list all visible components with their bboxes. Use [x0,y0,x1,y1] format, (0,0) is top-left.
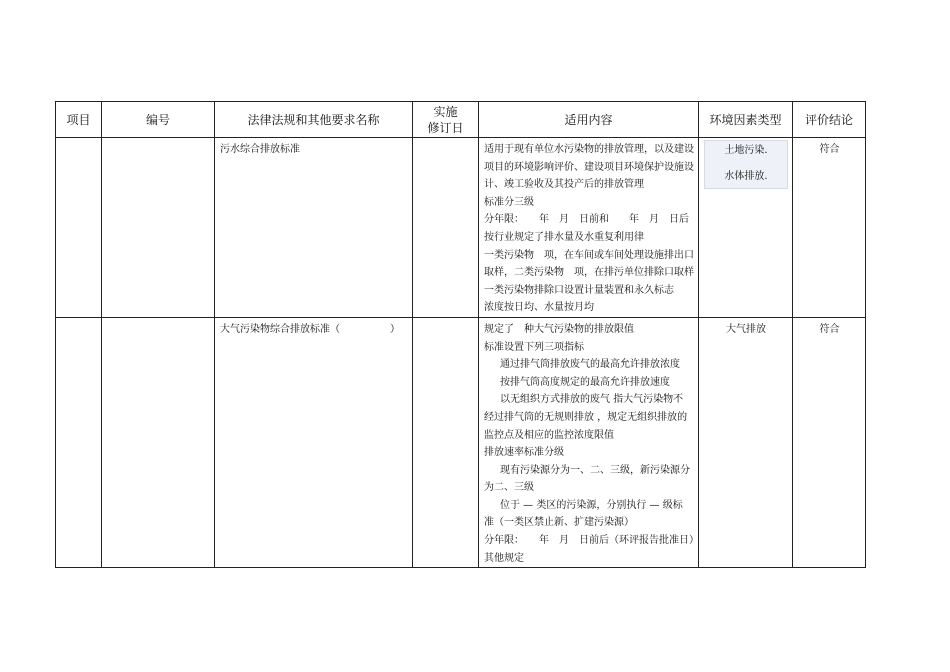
content-line: 按行业规定了排水量及水重复利用律 [484,231,644,243]
header-content: 适用内容 [479,102,699,138]
cell-conclusion: 符合 [793,317,866,567]
content-line: 分年限： 年 月 日前后（环评报告批准日） [484,535,699,547]
header-name: 法律法规和其他要求名称 [215,102,413,138]
cell-date [413,317,479,567]
cell-project [56,138,102,318]
content-line: 按排气筒高度规定的最高允许排放速度 [500,376,670,388]
cell-date [413,138,479,318]
content-line: 其他规定 [484,552,524,564]
cell-content [479,317,699,567]
content-line: 以无组织方式排放的废气 指大气污染物不 [500,394,684,406]
content-line: 分年限： 年 月 日前和 年 月 日后 [484,214,689,226]
content-line: 浓度按日均、水量按月均 [484,302,594,314]
content-line: 现有污染源分为一、二、三级，新污染源分 [500,464,690,476]
content-line: 计、竣工验收及其投产后的排放管理 [484,179,644,191]
cell-content [479,138,699,318]
cell-number [102,317,215,567]
header-date-line1: 实施 [433,104,458,119]
content-line: 位于 — 类区的污染源，分别执行 — 级标 [500,499,683,511]
content-line: 为二、三级 [484,482,534,494]
regulations-table-sheet [55,101,865,562]
content-line: 排放速率标准分级 [484,447,564,459]
header-project: 项目 [56,102,102,138]
cell-conclusion: 符合 [793,138,866,318]
content-line: 取样，二类污染物 项，在排污单位排除口取样 [484,267,694,279]
cell-env-type [699,138,793,318]
header-conclusion: 评价结论 [793,102,866,138]
cell-number [102,138,215,318]
header-row [56,102,866,138]
table-row [56,317,866,567]
regulations-table [55,101,866,568]
content-line: 规定了 种大气污染物的排放限值 [484,323,634,335]
cell-regulation-name: 大气污染物综合排放标准（ ） [215,317,413,567]
header-env-type: 环境因素类型 [699,102,793,138]
env-type-highlight [704,140,788,189]
header-number: 编号 [102,102,215,138]
cell-project [56,317,102,567]
content-line: 项目的环境影响评价、建设项目环境保护设施设 [484,161,694,173]
table-row [56,138,866,318]
cell-regulation-name: 污水综合排放标准 [215,138,413,318]
cell-env-type: 大气排放 [699,317,793,567]
header-date-line2: 修订日 [427,120,464,135]
header-date [413,102,479,138]
content-line: 监控点及相应的监控浓度限值 [484,429,614,441]
env-type-line1: 土地污染. [724,145,768,156]
env-type-line2: 水体排放. [724,171,768,182]
content-line: 一类污染物排除口设置计量装置和永久标志 [484,284,674,296]
content-line: 准（一类区禁止新、扩建污染源） [484,517,634,529]
content-line: 适用于现有单位水污染物的排放管理，以及建设 [484,144,694,155]
content-line: 通过排气筒排放废气的最高允许排放浓度 [500,359,680,371]
content-line: 标准设置下列三项指标 [484,341,584,353]
content-line: 标准分三级 [484,196,534,208]
content-line: 经过排气筒的无规则排放 ，规定无组织排放的 [484,411,688,423]
content-line: 一类污染物 项，在车间或车间处理设施排出口 [484,249,694,261]
